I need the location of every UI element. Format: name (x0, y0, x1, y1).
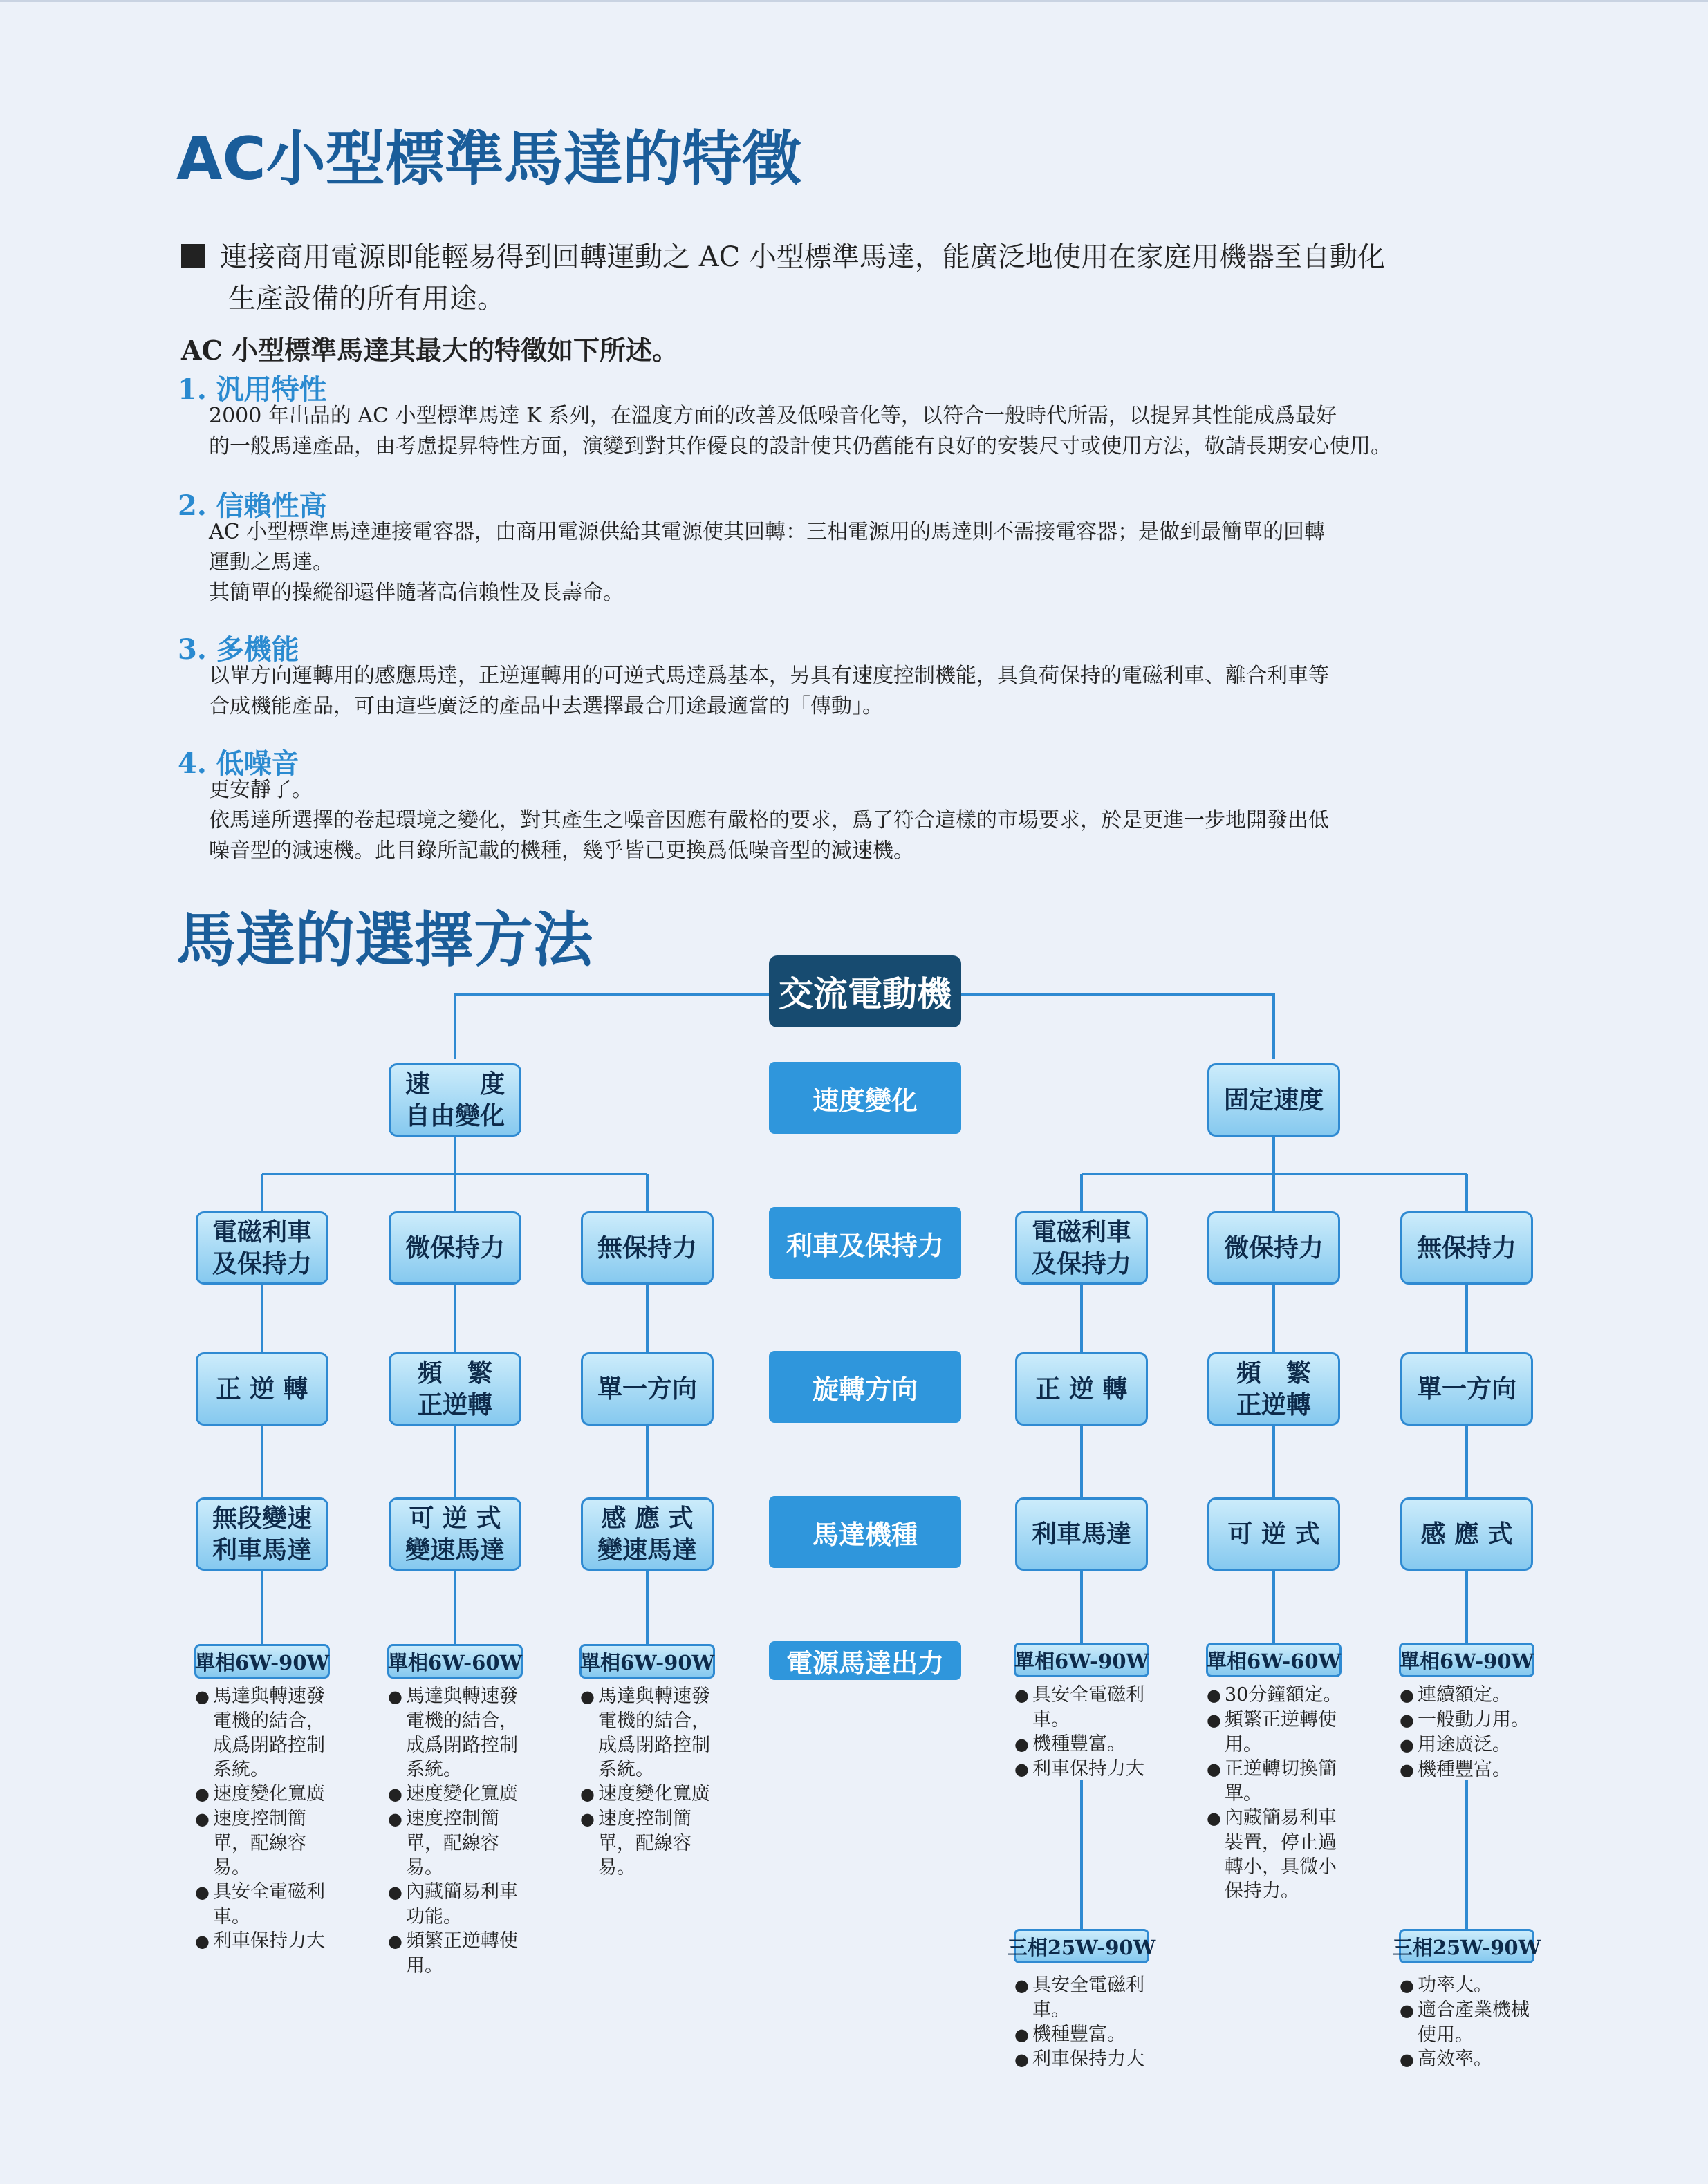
col5-notes: ● 30分鐘額定。 ● 頻繁正逆轉使用。 ● 正逆轉切換簡單。 ● 內藏簡易利車裝置，停止過轉小，具微小保持力。 (1207, 1683, 1345, 1903)
col4-brake: 電磁利車 及保持力 (1015, 1211, 1148, 1285)
col6-motor-type: 感 應 式 (1400, 1497, 1533, 1571)
col2-power: 單相6W-60W (387, 1644, 523, 1679)
section-body-2: AC 小型標準馬達連接電容器，由商用電源供給其電源使其回轉：三相電源用的馬達則不需接電容器；是做到最簡單的回轉 運動之馬達。 其簡單的操縱卻還伴隨著高信賴性及長壽命。 (209, 520, 1326, 605)
col3-power: 單相6W-90W (579, 1644, 715, 1679)
category-motor-type: 馬達機種 (769, 1496, 961, 1568)
col1-brake: 電磁利車 及保持力 (196, 1211, 328, 1285)
col1-direction: 正 逆 轉 (196, 1352, 328, 1426)
category-power-output: 電源馬達出力 (769, 1641, 961, 1680)
section-body-1: 2000 年出品的 AC 小型標準馬達 K 系列，在溫度方面的改善及低噪音化等，以符合一般時代所需，以提昇其性能成爲最好 的一般馬達產品，由考慮提昇特性方面，演變到對其作優良的設計使其仍舊能有良好的安裝尺寸或使用方法，敬請長期安心使用。 (209, 404, 1391, 458)
col5-motor-type: 可 逆 式 (1207, 1497, 1340, 1571)
col3-direction: 單一方向 (581, 1352, 714, 1426)
intro-line-1: 連接商用電源即能輕易得到回轉運動之 AC 小型標準馬達，能廣泛地使用在家庭用機器至自動化 (181, 236, 1550, 278)
col1-notes: ● 馬達與轉速發電機的結合，成爲閉路控制系統。 ● 速度變化寬廣 ● 速度控制簡單，配線容易。 ● 具安全電磁利車。 ● 利車保持力大 (195, 1684, 340, 1954)
col4-notes: ● 具安全電磁利車。 ● 機種豐富。 ● 利車保持力大 (1014, 1683, 1153, 1782)
category-speed-change: 速度變化 (769, 1062, 961, 1134)
selection-title: 馬達的選擇方法 (176, 906, 593, 975)
col4-direction: 正 逆 轉 (1015, 1352, 1148, 1426)
col6-direction: 單一方向 (1400, 1352, 1533, 1426)
category-brake-holding: 利車及保持力 (769, 1207, 961, 1279)
intro-line-2: 生產設備的所有用途。 (228, 283, 505, 315)
section-heading-2: 2. 信賴性高 (178, 489, 327, 522)
features-title: AC小型標準馬達的特徵 (176, 124, 801, 194)
col5-brake: 微保持力 (1207, 1211, 1340, 1285)
section-heading-4: 4. 低噪音 (178, 747, 299, 780)
col3-brake: 無保持力 (581, 1211, 714, 1285)
col4-motor-type: 利車馬達 (1015, 1497, 1148, 1571)
col1-motor-type: 無段變速 利車馬達 (196, 1497, 328, 1571)
category-rotation-direction: 旋轉方向 (769, 1351, 961, 1423)
col6-notes: ● 連續額定。 ● 一般動力用。 ● 用途廣泛。 ● 機種豐富。 (1400, 1683, 1538, 1782)
col5-power: 單相6W-60W (1206, 1643, 1342, 1677)
col6-power-three-phase: 三相25W-90W (1399, 1929, 1534, 1963)
col6-notes-three-phase: ● 功率大。 ● 適合產業機械使用。 ● 高效率。 (1400, 1973, 1538, 2072)
section-body-4: 更安靜了。 依馬達所選擇的卷起環境之變化，對其產生之噪音因應有嚴格的要求，爲了符合這樣的市場要求，於是更進一步地開發出低 噪音型的減速機。此目錄所記載的機種，幾乎皆已更換爲低噪音型的減速機。 (209, 778, 1329, 863)
col4-notes-three-phase: ● 具安全電磁利車。 ● 機種豐富。 ● 利車保持力大 (1014, 1973, 1153, 2072)
group-variable-speed: 速 度 自由變化 (389, 1063, 521, 1137)
col2-notes: ● 馬達與轉速發電機的結合，成爲閉路控制系統。 ● 速度變化寬廣 ● 速度控制簡單，配線容易。 ● 內藏簡易利車功能。 ● 頻繁正逆轉使用。 (388, 1684, 533, 1978)
col2-motor-type: 可 逆 式 變速馬達 (389, 1497, 521, 1571)
col4-power-three-phase: 三相25W-90W (1014, 1929, 1149, 1963)
col6-brake: 無保持力 (1400, 1211, 1533, 1285)
col2-brake: 微保持力 (389, 1211, 521, 1285)
col1-power: 單相6W-90W (194, 1644, 330, 1679)
col3-notes: ● 馬達與轉速發電機的結合，成爲閉路控制系統。 ● 速度變化寬廣 ● 速度控制簡單，配線容易。 (580, 1684, 725, 1880)
root-node-ac-motor: 交流電動機 (769, 955, 961, 1027)
col3-motor-type: 感 應 式 變速馬達 (581, 1497, 714, 1571)
lead-sentence: AC 小型標準馬達其最大的特徵如下所述。 (181, 335, 678, 366)
col2-direction: 頻 繁 正逆轉 (389, 1352, 521, 1426)
section-body-3: 以單方向運轉用的感應馬達，正逆運轉用的可逆式馬達爲基本，另具有速度控制機能，具負荷保持的電磁利車、離合利車等 合成機能產品，可由這些廣泛的產品中去選擇最合用途最適當的「傳動」。 (209, 664, 1329, 718)
section-heading-3: 3. 多機能 (178, 633, 299, 666)
col4-power: 單相6W-90W (1014, 1643, 1149, 1677)
col6-power: 單相6W-90W (1399, 1643, 1534, 1677)
section-heading-1: 1. 汎用特性 (178, 373, 327, 406)
col5-direction: 頻 繁 正逆轉 (1207, 1352, 1340, 1426)
group-fixed-speed: 固定速度 (1207, 1063, 1340, 1137)
